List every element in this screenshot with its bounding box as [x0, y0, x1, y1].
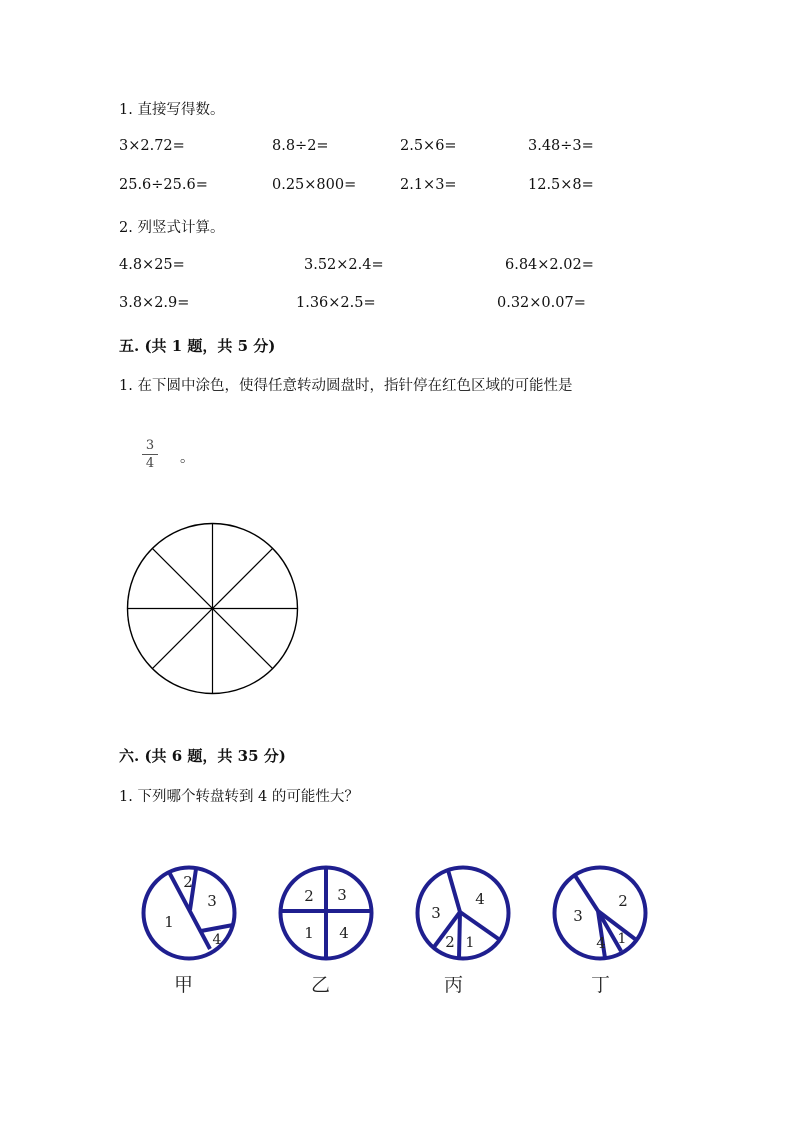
fraction-numerator: 3	[145, 438, 155, 453]
wheel-number: 2	[183, 873, 193, 891]
wheel-number: 3	[337, 886, 347, 904]
wheel-number: 1	[164, 913, 174, 931]
problem: 4.8×25=	[119, 257, 185, 273]
fraction	[142, 438, 158, 471]
wheel-label-jia: 甲	[174, 974, 194, 996]
wheel-number: 3	[207, 892, 217, 910]
spinner-yi	[275, 862, 377, 964]
wheel-label-ding: 丁	[591, 974, 611, 996]
wheel-number: 4	[339, 924, 349, 942]
problem: 2.5×6=	[400, 138, 457, 154]
fraction-denominator: 4	[145, 456, 155, 471]
part2-heading: 2. 列竖式计算。	[119, 220, 225, 236]
problem: 0.32×0.07=	[497, 295, 586, 311]
wheel-number: 3	[431, 904, 441, 922]
part1-heading: 1. 直接写得数。	[119, 102, 225, 118]
wheel-number: 1	[304, 924, 314, 942]
section6-title: 六. (共 6 题，共 35 分)	[119, 747, 286, 765]
problem: 12.5×8=	[528, 177, 594, 193]
problem: 25.6÷25.6=	[119, 177, 208, 193]
spinner-jia	[138, 862, 240, 964]
wheel-number: 4	[475, 890, 485, 908]
wheel-number: 3	[573, 907, 583, 925]
section5-title: 五. (共 1 题，共 5 分)	[119, 337, 276, 355]
section5-question: 1. 在下圆中涂色，使得任意转动圆盘时，指针停在红色区域的可能性是	[119, 378, 573, 394]
wheel-number: 2	[618, 892, 628, 910]
spinner-bing	[412, 862, 514, 964]
section6-question: 1. 下列哪个转盘转到 4 的可能性大？	[119, 789, 359, 805]
problem: 2.1×3=	[400, 177, 457, 193]
wheel-number: 4	[212, 932, 222, 948]
wheel-number: 2	[445, 933, 455, 951]
wheel-number: 2	[304, 887, 314, 905]
problem: 3.52×2.4=	[304, 257, 384, 273]
wheel-label-yi: 乙	[311, 974, 331, 996]
problem: 3.8×2.9=	[119, 295, 190, 311]
spinner-ding	[549, 862, 651, 964]
wheel-label-bing: 丙	[444, 974, 464, 996]
blank-spinner-circle	[120, 520, 306, 700]
problem: 1.36×2.5=	[296, 295, 376, 311]
problem: 0.25×800=	[272, 177, 357, 193]
problem: 3×2.72=	[119, 138, 185, 154]
wheel-number: 1	[617, 931, 627, 947]
wheel-number: 4	[596, 934, 606, 952]
problem: 6.84×2.02=	[505, 257, 594, 273]
problem: 8.8÷2=	[272, 138, 329, 154]
problem: 3.48÷3=	[528, 138, 594, 154]
period: 。	[180, 450, 195, 466]
wheel-number: 1	[465, 935, 475, 951]
